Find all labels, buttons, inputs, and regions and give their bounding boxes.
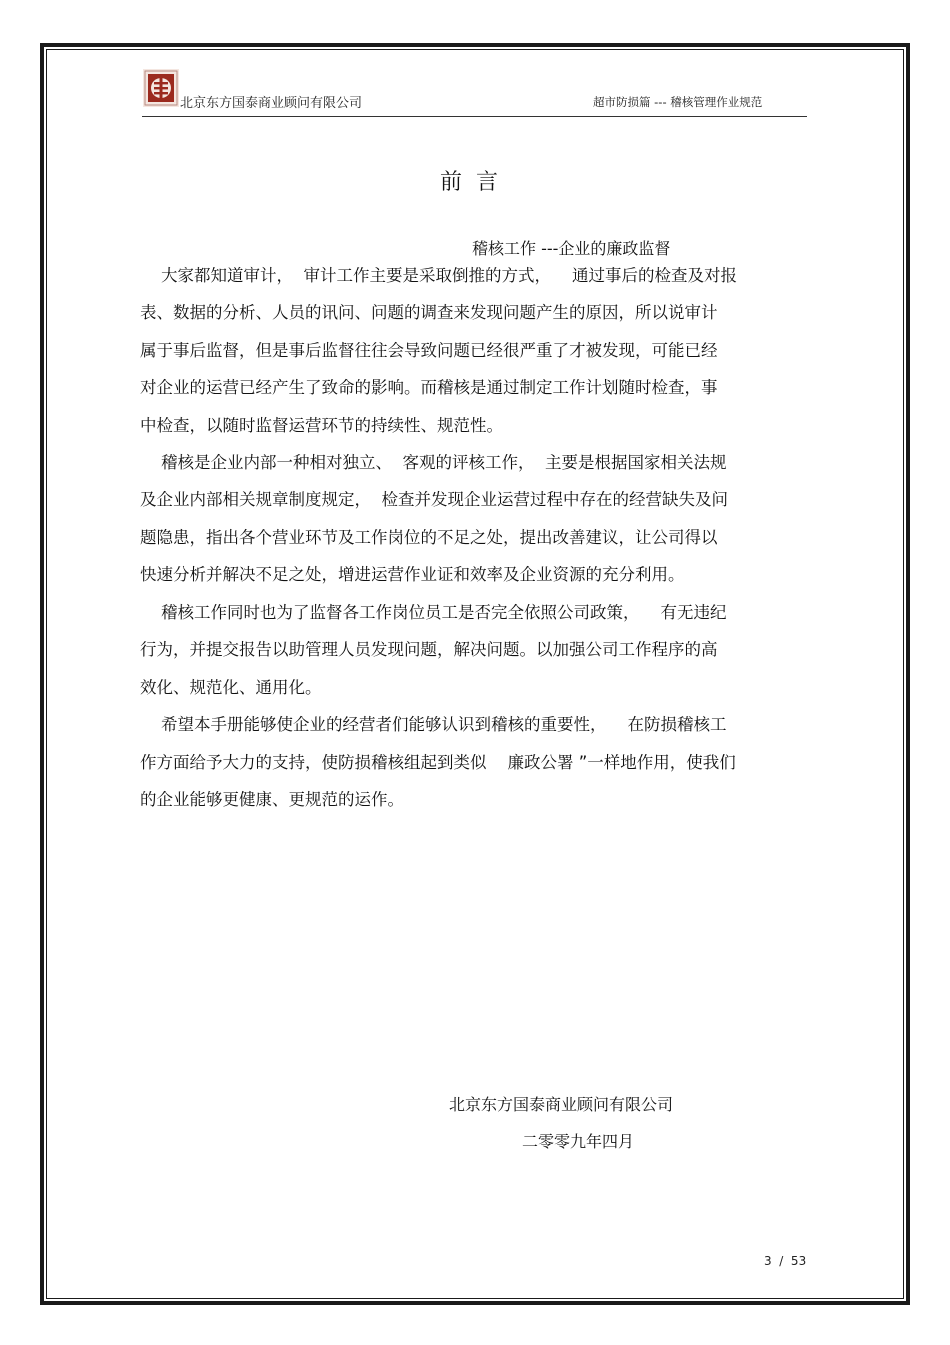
page-title: 前言 bbox=[440, 170, 513, 195]
body-line: 的企业能够更健康、更规范的运作。 bbox=[140, 790, 404, 809]
body-line: 大家都知道审计， 审计工作主要是采取倒推的方式， 通过事后的检查及对报 bbox=[140, 266, 737, 285]
body-line: 对企业的运营已经产生了致命的影响。而稽核是通过制定工作计划随时检查，事 bbox=[140, 378, 718, 397]
header-section-title: 超市防损篇 --- 稽核管理作业规范 bbox=[593, 95, 763, 109]
page-number: 3 / 53 bbox=[764, 1254, 807, 1268]
body-line: 中检查，以随时监督运营环节的持续性、规范性。 bbox=[140, 416, 503, 435]
body-line: 快速分析并解决不足之处，增进运营作业证和效率及企业资源的充分利用。 bbox=[140, 565, 685, 584]
header-divider bbox=[142, 116, 807, 117]
body-line: 表、数据的分析、人员的讯问、问题的调查来发现问题产生的原因，所以说审计 bbox=[140, 303, 718, 322]
body-line: 及企业内部相关规章制度规定， 检查并发现企业运营过程中存在的经营缺失及问 bbox=[140, 490, 728, 509]
signature-date: 二零零九年四月 bbox=[522, 1132, 635, 1151]
company-logo-icon bbox=[143, 69, 179, 107]
body-line: 属于事后监督，但是事后监督往往会导致问题已经很严重了才被发现，可能已经 bbox=[140, 341, 718, 360]
body-line: 效化、规范化、通用化。 bbox=[140, 678, 322, 697]
body-line: 行为，并提交报告以助管理人员发现问题，解决问题。以加强公司工作程序的高 bbox=[140, 640, 718, 659]
body-line: 题隐患，指出各个营业环节及工作岗位的不足之处，提出改善建议，让公司得以 bbox=[140, 528, 718, 547]
body-line: 稽核是企业内部一种相对独立、 客观的评核工作， 主要是根据国家相关法规 bbox=[140, 453, 727, 472]
page-subtitle: 稽核工作 ---企业的廉政监督 bbox=[472, 239, 671, 258]
body-line: 稽核工作同时也为了监督各工作岗位员工是否完全依照公司政策， 有无违纪 bbox=[140, 603, 727, 622]
body-line: 作方面给予大力的支持，使防损稽核组起到类似 廉政公署 ”一样地作用，使我们 bbox=[140, 753, 736, 772]
signature-company: 北京东方国泰商业顾问有限公司 bbox=[449, 1095, 674, 1114]
header-company-name: 北京东方国泰商业顾问有限公司 bbox=[180, 96, 363, 111]
body-line: 希望本手册能够使企业的经营者们能够认识到稽核的重要性， 在防损稽核工 bbox=[140, 715, 727, 734]
